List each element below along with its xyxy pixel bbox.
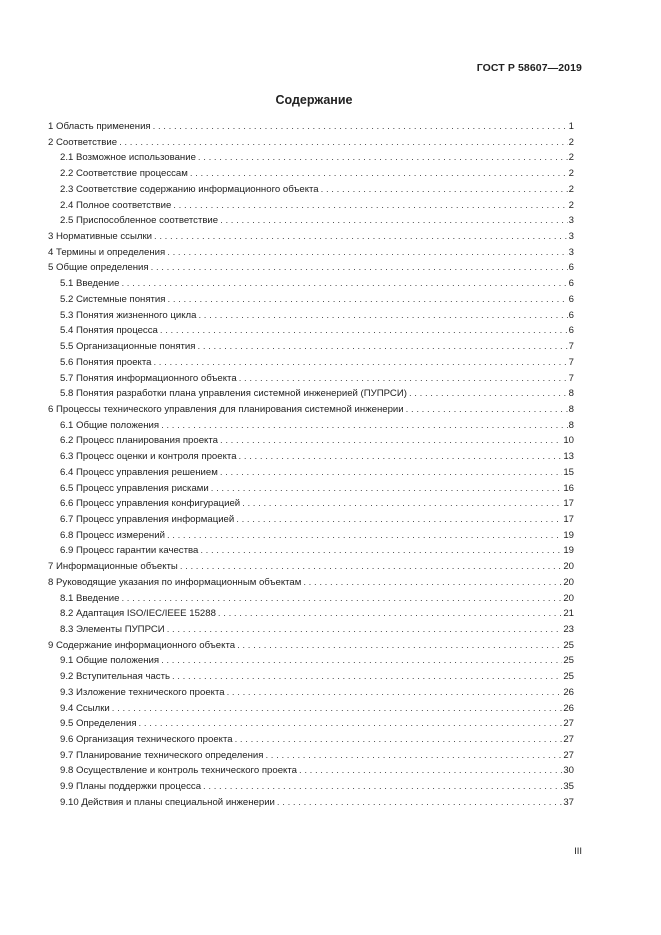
toc-entry-label: 4 Термины и определения (48, 246, 166, 258)
toc-leader-dots (406, 402, 568, 418)
toc-entry[interactable] (48, 481, 574, 497)
toc-entry-label: 6.5 Процесс управления рисками (60, 482, 209, 494)
toc-leader-dots (239, 449, 563, 465)
toc-leader-dots (303, 575, 562, 591)
toc-leader-dots (265, 748, 562, 764)
toc-entry-page: 2 (568, 168, 574, 180)
toc-entry[interactable] (48, 512, 574, 528)
toc-entry-label: 8.3 Элементы ПУПРСИ (60, 624, 165, 635)
toc-entry-label: 6 Процессы технического управления для планирования системной инженерии (48, 403, 404, 415)
toc-entry[interactable] (48, 245, 574, 261)
toc-entry-label: 2.3 Соответствие содержанию информационного объекта (60, 183, 319, 195)
toc-entry-page: 27 (563, 749, 574, 761)
toc-entry-page: 7 (568, 356, 574, 368)
toc-title: Содержание (275, 93, 353, 107)
toc-entry-page: 3 (568, 246, 574, 258)
toc-entry-page: 19 (563, 545, 574, 557)
toc-entry[interactable] (48, 371, 574, 387)
toc-entry-label: 6.8 Процесс измерений (60, 529, 165, 541)
toc-leader-dots (235, 732, 563, 748)
toc-leader-dots (180, 559, 563, 575)
toc-entry[interactable] (48, 685, 574, 701)
toc-entry[interactable] (48, 402, 574, 418)
toc-entry-page: 25 (563, 671, 574, 683)
toc-entry-label: 1 Область применения (48, 121, 151, 132)
toc-entry-page: 20 (563, 561, 574, 573)
toc-entry-page: 10 (563, 435, 574, 447)
toc-entry-label: 5.1 Введение (60, 278, 120, 290)
toc-entry-label: 6.6 Процесс управления конфигурацией (60, 498, 241, 510)
toc-entry[interactable] (48, 559, 574, 575)
toc-entry-page: 17 (563, 513, 574, 525)
toc-leader-dots (167, 292, 567, 308)
toc-entry-label: 6.9 Процесс гарантии качества (60, 545, 199, 557)
toc-entry-label: 7 Информационные объекты (48, 561, 178, 573)
toc-entry[interactable] (48, 135, 574, 151)
toc-leader-dots (190, 166, 568, 182)
toc-entry[interactable] (48, 182, 574, 198)
toc-entry-page: 6 (568, 325, 574, 337)
toc-leader-dots (161, 653, 562, 669)
toc-entry-page: 6 (568, 262, 574, 274)
toc-leader-dots (220, 465, 562, 481)
toc-leader-dots (239, 371, 568, 387)
toc-entry-page: 8 (568, 403, 574, 415)
toc-entry[interactable] (48, 653, 574, 669)
toc-entry-label: 5.4 Понятия процесса (60, 325, 158, 337)
toc-entry-page: 26 (563, 686, 574, 698)
toc-entry-label: 9.9 Планы поддержки процесса (60, 781, 202, 793)
toc-leader-dots (154, 229, 568, 245)
toc-entry-page: 17 (563, 498, 574, 510)
toc-leader-dots (173, 198, 567, 214)
toc-entry-label: 9.2 Вступительная часть (60, 671, 170, 683)
toc-entry-page: 25 (563, 639, 574, 651)
toc-leader-dots (409, 386, 568, 402)
toc-leader-dots (197, 339, 567, 355)
toc-entry-page: 8 (568, 419, 574, 431)
toc-entry[interactable] (48, 433, 574, 449)
toc-entry-label: 9.8 Осуществление и контроль технического проекта (60, 765, 297, 777)
toc-entry-label: 6.4 Процесс управления решением (60, 466, 218, 478)
toc-entry-page: 19 (563, 529, 574, 541)
toc-leader-dots (198, 308, 567, 324)
toc-entry-page: 6 (568, 278, 574, 290)
toc-entry-page: 15 (563, 466, 574, 478)
toc-entry-page: 25 (563, 655, 574, 667)
document-id: ГОСТ Р 58607—2019 (476, 62, 582, 74)
toc-leader-dots (167, 528, 562, 544)
toc-leader-dots (161, 418, 568, 434)
toc-entry-label: 9.3 Изложение технического проекта (60, 686, 225, 698)
toc-entry-label: 5.5 Организационные понятия (60, 341, 196, 353)
toc-entry-label: 5 Общие определения (48, 262, 149, 274)
toc-entry[interactable] (48, 606, 574, 622)
toc-entry-page: 7 (568, 372, 574, 384)
toc-leader-dots (218, 606, 562, 622)
toc-entry[interactable] (48, 276, 574, 292)
toc-entry-label: 2.1 Возможное использование (60, 152, 196, 164)
toc-entry-label: 5.3 Понятия жизненного цикла (60, 309, 197, 321)
toc-leader-dots (220, 213, 568, 229)
toc-entry-page: 21 (563, 608, 574, 620)
toc-entry[interactable] (48, 622, 574, 638)
toc-leader-dots (139, 716, 563, 732)
toc-entry-label: 9.5 Определения (60, 718, 137, 730)
toc-leader-dots (153, 119, 568, 135)
toc-entry[interactable] (48, 418, 574, 434)
toc-entry[interactable] (48, 260, 574, 276)
toc-entry-label: 9 Содержание информационного объекта (48, 639, 236, 651)
toc-entry[interactable] (48, 198, 574, 214)
toc-entry-page: 20 (563, 592, 574, 604)
toc-entry[interactable] (48, 292, 574, 308)
toc-entry-label: 2.4 Полное соответствие (60, 199, 172, 211)
toc-entry[interactable] (48, 795, 574, 811)
table-of-contents (48, 119, 574, 811)
toc-leader-dots (203, 779, 562, 795)
toc-entry[interactable] (48, 150, 574, 166)
toc-entry[interactable] (48, 213, 574, 229)
toc-entry[interactable] (48, 575, 574, 591)
toc-entry[interactable] (48, 638, 574, 654)
toc-entry-label: 8 Руководящие указания по информационным объектам (48, 576, 302, 588)
toc-entry-label: 2 Соответствие (48, 136, 118, 148)
toc-entry-label: 6.2 Процесс планирования проекта (60, 435, 218, 447)
toc-entry[interactable] (48, 732, 574, 748)
toc-entry[interactable] (48, 166, 574, 182)
toc-entry-page: 20 (563, 576, 574, 588)
toc-leader-dots (121, 591, 562, 607)
toc-entry-page: 30 (563, 765, 574, 777)
toc-entry[interactable] (48, 339, 574, 355)
toc-entry-page: 3 (568, 231, 574, 243)
page-number: III (574, 846, 582, 857)
toc-leader-dots (167, 245, 567, 261)
toc-leader-dots (119, 135, 568, 151)
toc-entry-page: 2 (568, 199, 574, 211)
toc-entry[interactable] (48, 669, 574, 685)
toc-entry-page: 2 (568, 136, 574, 148)
toc-entry[interactable] (48, 386, 574, 402)
toc-entry-label: 2.5 Приспособленное соответствие (60, 215, 219, 227)
toc-entry-label: 8.1 Введение (60, 592, 120, 604)
toc-entry[interactable] (48, 465, 574, 481)
toc-leader-dots (237, 638, 562, 654)
toc-leader-dots (167, 622, 563, 638)
toc-leader-dots (198, 150, 568, 166)
toc-entry-page: 2 (568, 183, 574, 195)
toc-entry-label: 8.2 Адаптация ISO/IEC/IEEE 15288 (60, 608, 216, 620)
toc-entry-label: 5.2 Системные понятия (60, 293, 166, 305)
toc-entry[interactable] (48, 119, 574, 135)
toc-entry-label: 3 Нормативные ссылки (48, 231, 153, 243)
toc-leader-dots (321, 182, 568, 198)
toc-entry-page: 13 (563, 451, 574, 463)
toc-entry[interactable] (48, 716, 574, 732)
toc-entry[interactable] (48, 779, 574, 795)
toc-entry-page: 2 (568, 152, 574, 164)
toc-leader-dots (200, 543, 562, 559)
toc-entry-page: 23 (563, 624, 574, 635)
toc-entry-page: 37 (563, 796, 574, 808)
toc-entry-label: 9.6 Организация технического проекта (60, 734, 233, 746)
toc-entry-label: 5.7 Понятия информационного объекта (60, 372, 237, 384)
toc-leader-dots (242, 496, 562, 512)
toc-leader-dots (211, 481, 563, 497)
toc-entry-page: 16 (563, 482, 574, 494)
toc-leader-dots (299, 763, 562, 779)
toc-entry[interactable] (48, 701, 574, 717)
toc-leader-dots (172, 669, 562, 685)
toc-entry[interactable] (48, 323, 574, 339)
toc-entry-label: 6.3 Процесс оценки и контроля проекта (60, 451, 237, 463)
toc-entry[interactable] (48, 496, 574, 512)
toc-leader-dots (277, 795, 562, 811)
toc-entry-page: 26 (563, 702, 574, 714)
toc-entry-label: 9.4 Ссылки (60, 702, 110, 714)
toc-entry-label: 6.7 Процесс управления информацией (60, 513, 235, 525)
toc-entry-label: 6.1 Общие положения (60, 419, 160, 431)
toc-entry-label: 9.10 Действия и планы специальной инженерии (60, 796, 275, 808)
toc-entry-page: 27 (563, 718, 574, 730)
toc-leader-dots (236, 512, 562, 528)
toc-leader-dots (121, 276, 567, 292)
toc-entry-label: 5.6 Понятия проекта (60, 356, 152, 368)
toc-entry[interactable] (48, 543, 574, 559)
toc-entry-label: 9.7 Планирование технического определения (60, 749, 264, 761)
toc-entry[interactable] (48, 591, 574, 607)
toc-entry-page: 8 (568, 388, 574, 400)
toc-entry-label: 2.2 Соответствие процессам (60, 168, 188, 180)
toc-entry[interactable] (48, 229, 574, 245)
toc-leader-dots (112, 701, 563, 717)
toc-entry[interactable] (48, 528, 574, 544)
toc-leader-dots (151, 260, 568, 276)
toc-leader-dots (160, 323, 568, 339)
toc-entry-page: 6 (568, 293, 574, 305)
toc-entry[interactable] (48, 449, 574, 465)
toc-entry-page: 27 (563, 734, 574, 746)
toc-entry-page: 35 (563, 781, 574, 793)
toc-entry-page: 7 (568, 341, 574, 353)
toc-entry[interactable] (48, 748, 574, 764)
toc-entry[interactable] (48, 763, 574, 779)
toc-entry-label: 5.8 Понятия разработки плана управления системной инженерией (ПУПРСИ) (60, 388, 407, 400)
toc-entry-page: 1 (568, 121, 574, 132)
toc-leader-dots (227, 685, 563, 701)
toc-entry-label: 9.1 Общие положения (60, 655, 160, 667)
toc-entry-page: 6 (568, 309, 574, 321)
toc-entry-page: 3 (568, 215, 574, 227)
toc-leader-dots (220, 433, 562, 449)
toc-entry[interactable] (48, 355, 574, 371)
toc-entry[interactable] (48, 308, 574, 324)
toc-leader-dots (153, 355, 567, 371)
